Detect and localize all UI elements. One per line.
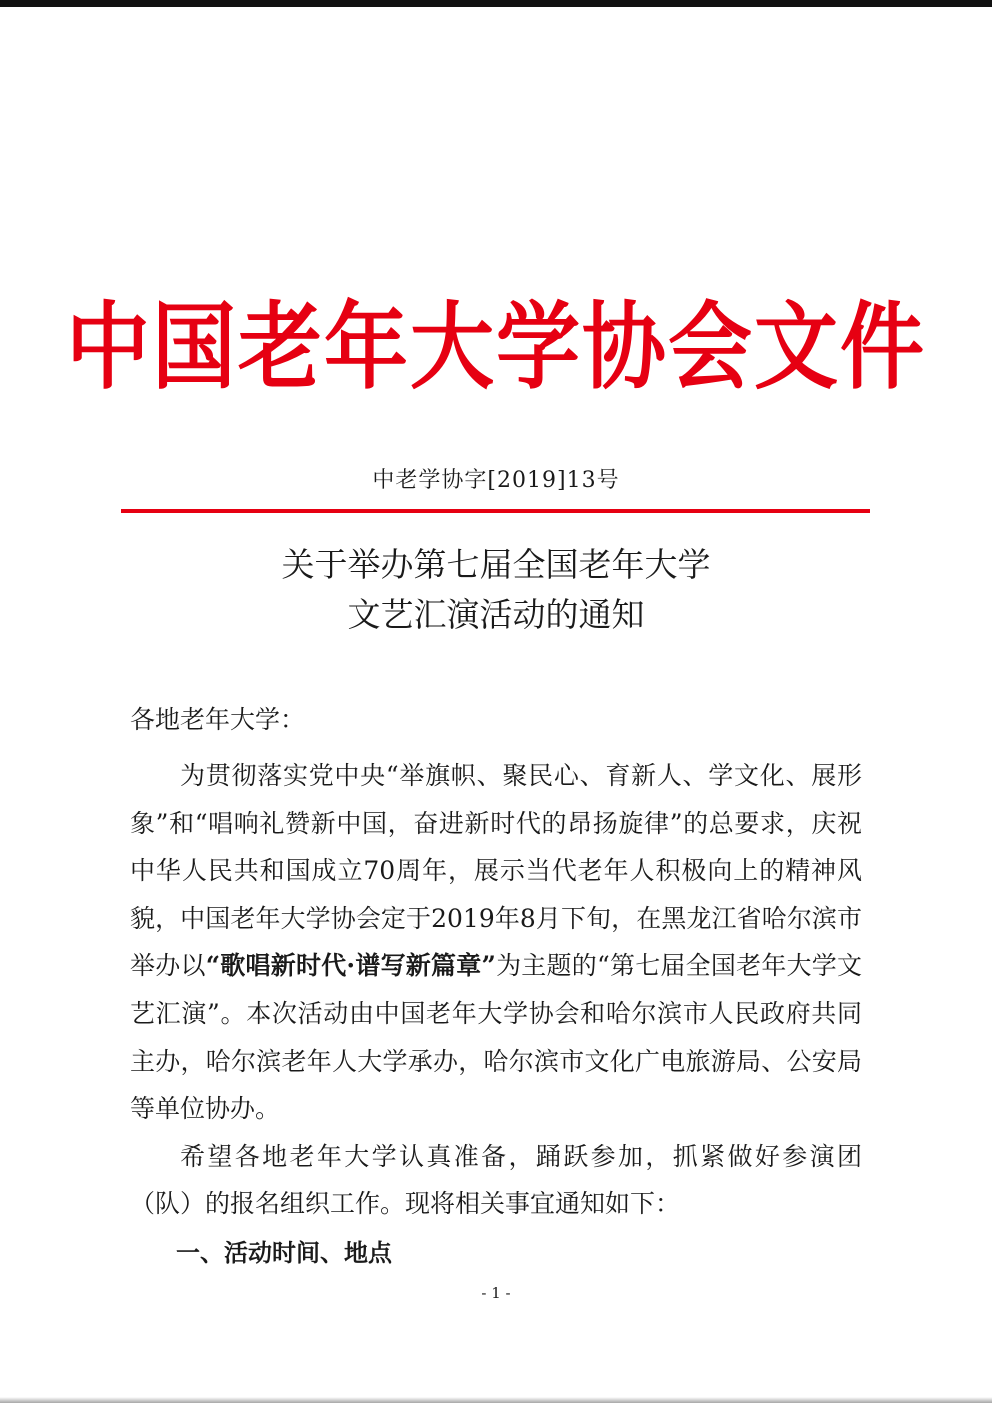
- document-number: 中老学协字[2019]13号: [372, 468, 620, 493]
- red-divider-line: [121, 509, 870, 513]
- section-heading-1: 一、活动时间、地点: [176, 1239, 392, 1267]
- scan-bottom-edge: [0, 1397, 992, 1403]
- notice-body: [130, 752, 862, 1228]
- activity-theme: “歌唱新时代·谱写新篇章”: [205, 951, 496, 981]
- scan-top-border: [0, 0, 992, 7]
- notice-title: [0, 540, 992, 640]
- notice-title-line-2: 文艺汇演活动的通知: [347, 595, 645, 634]
- body-paragraph-1: [130, 752, 862, 1133]
- masthead-title: 中国老年大学协会文件: [65, 292, 926, 402]
- body-paragraph-2: 希望各地老年大学认真准备，踊跃参加，抓紧做好参演团（队）的报名组织工作。现将相关事宜通知如下：: [130, 1141, 862, 1219]
- notice-title-line-1: 关于举办第七届全国老年大学: [281, 545, 711, 584]
- page-number: - 1 -: [481, 1284, 511, 1302]
- paragraph-1-text-b: 为主题的“第七届全国老年大学文艺汇演”。本次活动由中国老年大学协会和哈尔滨市人民政府共同主办，哈尔滨老年人大学承办，哈尔滨市文化广电旅游局、公安局等单位协办。: [130, 951, 862, 1124]
- paragraph-1-text-a: 为贯彻落实党中央“举旗帜、聚民心、育新人、学文化、展形象”和“唱响礼赞新中国，奋进新时代的昂扬旋律”的总要求，庆祝中华人民共和国成立70周年，展示当代老年人积极向上的精神风貌，中国老年大学协会定于2019年8月下旬，在黑龙江省哈尔滨市举办以: [130, 761, 862, 981]
- salutation: 各地老年大学：: [130, 705, 306, 734]
